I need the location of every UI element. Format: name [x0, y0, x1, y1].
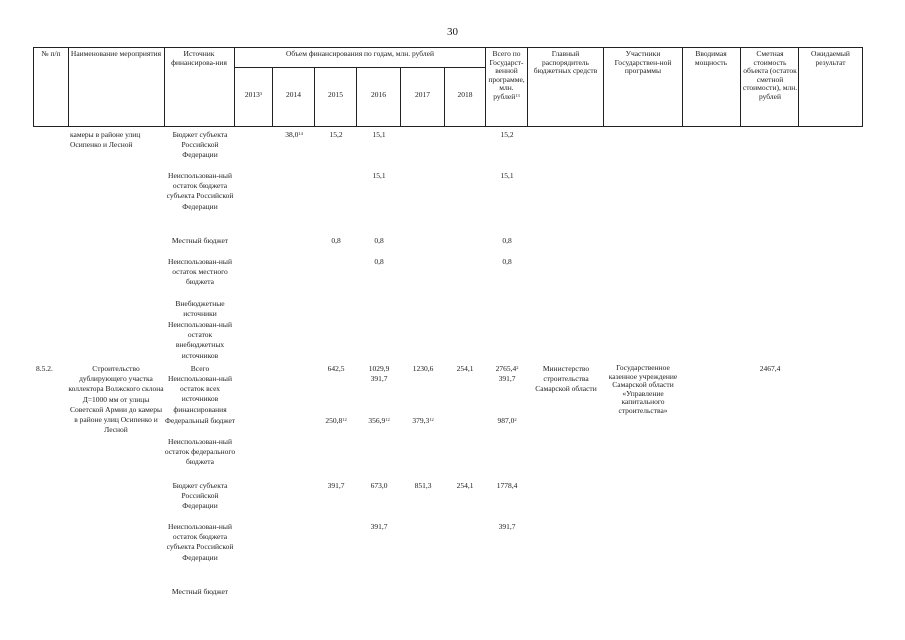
value-cell: 642,5: [327, 364, 345, 373]
value-cell: 391,7: [370, 522, 388, 531]
value-cell: 254,1: [456, 364, 474, 373]
value-cell: 15,1: [372, 171, 386, 180]
header-manager: Главный распорядитель бюджетных средств: [533, 49, 598, 76]
source-3: Федеральный бюджет: [164, 416, 236, 425]
event-number: 8.5.2.: [36, 364, 53, 373]
budget-manager: Министерство строительства Самарской области: [535, 364, 597, 394]
value-cell: 0,8: [374, 236, 384, 245]
header-participants: Участники Государствен-ной программы: [614, 49, 672, 76]
source-2: Неиспользован-ный остаток всех источников финансирования: [168, 374, 232, 414]
page-number: 30: [447, 26, 458, 38]
program-participant: Государственное казенное учреждение Самарской области «Управление капитального строительства»: [608, 363, 678, 415]
value-cell: 1029,9: [368, 364, 390, 373]
header-year-2014: 2014: [286, 90, 301, 99]
value-cell: 2765,4$^2$: [495, 364, 519, 373]
source-7: Местный бюджет: [171, 587, 229, 596]
value-cell: 987,0$^2$: [497, 416, 517, 425]
value-cell: 15,1: [500, 171, 514, 180]
value-cell: 254,1: [456, 481, 474, 490]
event-name: Строительство дублирующего участка коллектора Волжского склона Д=1000 мм от улицы Советской Армии до камеры в районе улиц Осипенко и Лесной: [68, 364, 164, 435]
header-year-2018: 2018: [457, 90, 473, 99]
source-1: Бюджет субъекта Российской Федерации: [172, 130, 228, 160]
value-cell: 15,1: [372, 130, 386, 139]
value-cell: 391,7: [498, 522, 516, 531]
value-cell: 1230,6: [412, 364, 434, 373]
header-year-2015: 2015: [328, 90, 343, 99]
value-cell: 15,2: [500, 130, 514, 139]
value-cell: 391,7: [327, 481, 345, 490]
header-total: Всего по Государст-венной программе, млн. рублей$^{13}$: [488, 49, 525, 101]
value-cell: 0,8: [374, 257, 384, 266]
source-2: Неиспользован-ный остаток бюджета субъекта Российской Федерации: [166, 171, 234, 211]
source-5: Бюджет субъекта Российской Федерации: [172, 481, 228, 511]
value-cell: 0,8: [502, 236, 512, 245]
source-6: Неиспользован-ный остаток внебюджетных источников: [168, 320, 232, 360]
source-1: Всего: [190, 364, 210, 373]
value-cell: 673,0: [370, 481, 388, 490]
value-cell: 356,9$^{12}$: [368, 416, 390, 425]
source-4: Неиспользован-ный остаток федерального бюджета: [164, 437, 236, 467]
event-name: камеры в районе улиц Осипенко и Лесной: [70, 130, 141, 150]
header-year-2013: 2013$^3$: [244, 90, 263, 99]
source-5: Внебюджетные источники: [175, 299, 225, 319]
value-cell: 379,3$^{12}$: [412, 416, 434, 425]
header-source: Источник финансирова-ния: [171, 49, 227, 67]
value-cell: 38,0$^{14}$: [285, 130, 303, 139]
value-cell: 1778,4: [496, 481, 518, 490]
value-cell: 250,8$^{12}$: [325, 416, 347, 425]
value-cell: 851,3: [414, 481, 432, 490]
header-year-2016: 2016: [371, 90, 386, 99]
value-cell: 0,8: [502, 257, 512, 266]
estimated-cost: 2467,4: [759, 364, 781, 373]
header-year-2017: 2017: [415, 90, 430, 99]
value-cell: 391,7: [370, 374, 388, 383]
header-num: № п/п: [41, 49, 61, 58]
value-cell: 391,7: [498, 374, 516, 383]
value-cell: 0,8: [331, 236, 341, 245]
header-volume: Объем финансирования по годам, млн. рублей: [285, 49, 435, 58]
header-estimate: Сметная стоимость объекта (остаток сметной стоимости), млн. рублей: [742, 49, 798, 101]
source-3: Местный бюджет: [171, 236, 229, 245]
header-name: Наименование мероприятия: [70, 49, 162, 58]
header-result: Ожидаемый результат: [811, 49, 850, 67]
value-cell: 15,2: [329, 130, 343, 139]
header-capacity: Вводимая мощность: [694, 49, 728, 67]
source-4: Неиспользован-ный остаток местного бюджета: [168, 257, 232, 287]
source-6: Неиспользован-ный остаток бюджета субъекта Российской Федерации: [166, 522, 234, 562]
